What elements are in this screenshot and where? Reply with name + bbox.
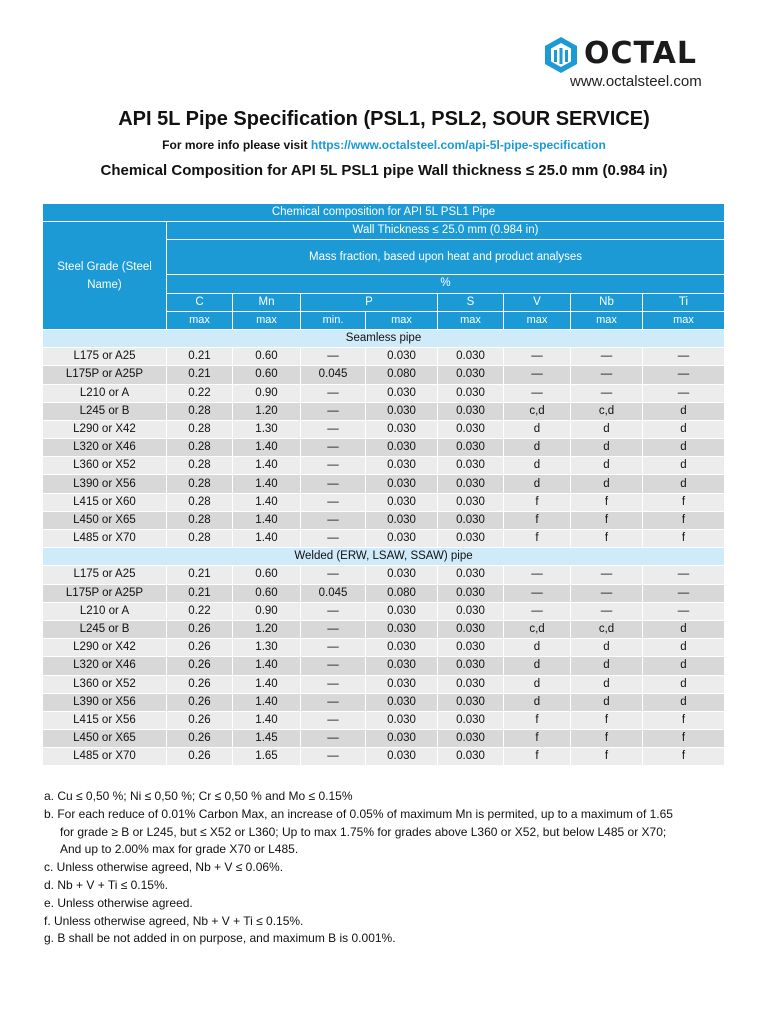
composition-cell: 0.030 <box>438 439 504 457</box>
composition-cell: d <box>571 675 643 693</box>
composition-cell: 0.26 <box>167 730 233 748</box>
composition-cell: — <box>643 384 725 402</box>
table-row <box>43 657 725 675</box>
composition-cell: 1.40 <box>233 693 301 711</box>
composition-cell: 1.40 <box>233 675 301 693</box>
composition-cell: c,d <box>571 402 643 420</box>
composition-cell: 0.080 <box>366 366 438 384</box>
composition-cell: — <box>504 384 571 402</box>
composition-cell: f <box>571 748 643 766</box>
composition-cell: — <box>301 530 366 548</box>
table-row <box>43 384 725 402</box>
composition-cell: f <box>504 511 571 529</box>
footnote <box>44 877 744 895</box>
table-body <box>43 329 725 766</box>
composition-cell: 0.030 <box>438 566 504 584</box>
footnote-line: d. Nb + V + Ti ≤ 0.15%. <box>44 877 168 892</box>
composition-cell: 0.030 <box>438 657 504 675</box>
steel-grade-cell: L175P or A25P <box>43 584 167 602</box>
composition-cell: 0.21 <box>167 366 233 384</box>
composition-cell: — <box>643 584 725 602</box>
footnote <box>44 806 744 859</box>
logo-url[interactable]: www.octalsteel.com <box>570 73 702 90</box>
steel-grade-cell: L210 or A <box>43 384 167 402</box>
limit-mn: max <box>233 311 301 329</box>
composition-cell: 0.030 <box>438 675 504 693</box>
composition-cell: 0.030 <box>366 402 438 420</box>
composition-cell: — <box>301 457 366 475</box>
composition-cell: 0.030 <box>438 366 504 384</box>
wall-thickness-header: Wall Thickness ≤ 25.0 mm (0.984 in) <box>167 222 725 240</box>
composition-cell: 0.26 <box>167 657 233 675</box>
element-ti: Ti <box>643 293 725 311</box>
composition-cell: 0.26 <box>167 748 233 766</box>
table-row <box>43 457 725 475</box>
composition-cell: f <box>643 493 725 511</box>
composition-cell: 0.030 <box>366 566 438 584</box>
composition-cell: 0.21 <box>167 566 233 584</box>
composition-cell: 0.030 <box>366 675 438 693</box>
composition-cell: — <box>643 566 725 584</box>
table-caption: Chemical composition for API 5L PSL1 Pipe <box>43 204 725 222</box>
composition-cell: — <box>301 402 366 420</box>
composition-cell: 0.030 <box>438 602 504 620</box>
steel-grade-cell: L415 or X60 <box>43 493 167 511</box>
composition-cell: 0.26 <box>167 711 233 729</box>
composition-cell: 0.030 <box>366 530 438 548</box>
footnote-line: b. For each reduce of 0.01% Carbon Max, an increase of 0.05% of maximum Mn is permited, up to a maximum of 1.65 <box>44 806 673 821</box>
table-row <box>43 348 725 366</box>
table-row <box>43 420 725 438</box>
composition-cell: — <box>301 566 366 584</box>
steel-grade-cell: L320 or X46 <box>43 439 167 457</box>
composition-cell: 0.28 <box>167 439 233 457</box>
steel-grade-cell: L290 or X42 <box>43 639 167 657</box>
composition-cell: — <box>571 366 643 384</box>
limit-ti: max <box>643 311 725 329</box>
composition-cell: — <box>301 439 366 457</box>
element-nb: Nb <box>571 293 643 311</box>
composition-cell: d <box>643 693 725 711</box>
element-p: P <box>301 293 438 311</box>
footnote-line: g. B shall be not added in on purpose, and maximum B is 0.001%. <box>44 931 396 946</box>
limit-s: max <box>438 311 504 329</box>
composition-cell: 0.030 <box>366 384 438 402</box>
steel-grade-cell: L450 or X65 <box>43 511 167 529</box>
composition-cell: — <box>504 602 571 620</box>
composition-cell: 1.40 <box>233 511 301 529</box>
footnote <box>44 859 744 877</box>
octal-cube-logo-icon <box>544 36 578 74</box>
composition-cell: 0.030 <box>366 730 438 748</box>
composition-cell: — <box>504 584 571 602</box>
composition-cell: d <box>571 457 643 475</box>
composition-cell: 0.045 <box>301 366 366 384</box>
footnotes <box>44 788 744 948</box>
table-row <box>43 620 725 638</box>
composition-cell: 0.030 <box>438 639 504 657</box>
table-row <box>43 475 725 493</box>
footnote-line: a. Cu ≤ 0,50 %; Ni ≤ 0,50 %; Cr ≤ 0,50 % and Mo ≤ 0.15% <box>44 789 353 803</box>
composition-cell: f <box>643 511 725 529</box>
table-row <box>43 730 725 748</box>
composition-cell: — <box>301 511 366 529</box>
composition-cell: 1.40 <box>233 657 301 675</box>
composition-cell: d <box>571 439 643 457</box>
composition-cell: 0.28 <box>167 402 233 420</box>
composition-cell: 1.20 <box>233 402 301 420</box>
composition-cell: 1.40 <box>233 475 301 493</box>
composition-cell: c,d <box>504 402 571 420</box>
footnote <box>44 930 744 948</box>
section-header-row <box>43 329 725 347</box>
composition-cell: 0.030 <box>366 493 438 511</box>
table-row <box>43 639 725 657</box>
steel-grade-cell: L485 or X70 <box>43 530 167 548</box>
composition-cell: 0.28 <box>167 457 233 475</box>
composition-cell: d <box>504 675 571 693</box>
composition-cell: 0.030 <box>438 348 504 366</box>
composition-cell: — <box>301 602 366 620</box>
composition-cell: f <box>504 530 571 548</box>
composition-cell: — <box>301 730 366 748</box>
composition-cell: d <box>571 639 643 657</box>
composition-cell: 0.030 <box>366 511 438 529</box>
footnote-line: e. Unless otherwise agreed. <box>44 895 193 910</box>
composition-cell: f <box>571 530 643 548</box>
composition-cell: 0.030 <box>438 402 504 420</box>
composition-cell: d <box>571 475 643 493</box>
composition-cell: 0.030 <box>366 657 438 675</box>
steel-grade-cell: L450 or X65 <box>43 730 167 748</box>
composition-cell: 0.030 <box>438 584 504 602</box>
table-row <box>43 530 725 548</box>
composition-cell: f <box>643 711 725 729</box>
composition-cell: 0.28 <box>167 475 233 493</box>
composition-cell: 1.40 <box>233 457 301 475</box>
table-row <box>43 493 725 511</box>
steel-grade-cell: L360 or X52 <box>43 675 167 693</box>
steel-grade-cell: L245 or B <box>43 402 167 420</box>
composition-cell: 0.22 <box>167 602 233 620</box>
composition-cell: f <box>643 530 725 548</box>
composition-cell: — <box>571 584 643 602</box>
composition-cell: d <box>643 439 725 457</box>
limit-nb: max <box>571 311 643 329</box>
composition-cell: 0.030 <box>438 530 504 548</box>
info-line <box>0 138 768 152</box>
composition-cell: — <box>571 348 643 366</box>
composition-cell: 0.030 <box>366 348 438 366</box>
composition-cell: — <box>301 348 366 366</box>
composition-cell: f <box>504 748 571 766</box>
composition-cell: 0.26 <box>167 620 233 638</box>
table-row <box>43 402 725 420</box>
composition-cell: d <box>643 420 725 438</box>
composition-cell: 0.030 <box>438 748 504 766</box>
composition-cell: — <box>571 566 643 584</box>
composition-cell: d <box>571 657 643 675</box>
composition-cell: d <box>643 402 725 420</box>
composition-cell: f <box>643 748 725 766</box>
table-subtitle: Chemical Composition for API 5L PSL1 pipe Wall thickness ≤ 25.0 mm (0.984 in) <box>100 162 668 179</box>
composition-cell: — <box>571 602 643 620</box>
composition-cell: 0.21 <box>167 584 233 602</box>
footnote <box>44 788 744 806</box>
composition-cell: f <box>571 511 643 529</box>
composition-cell: — <box>571 384 643 402</box>
limit-p-min: min. <box>301 311 366 329</box>
composition-cell: 0.28 <box>167 420 233 438</box>
composition-cell: 0.21 <box>167 348 233 366</box>
composition-cell: — <box>301 493 366 511</box>
limit-v: max <box>504 311 571 329</box>
composition-cell: — <box>643 602 725 620</box>
composition-cell: 0.90 <box>233 602 301 620</box>
composition-cell: 1.45 <box>233 730 301 748</box>
composition-cell: 0.030 <box>366 475 438 493</box>
composition-cell: 0.030 <box>438 420 504 438</box>
steel-grade-cell: L290 or X42 <box>43 420 167 438</box>
element-s: S <box>438 293 504 311</box>
section-title: Welded (ERW, LSAW, SSAW) pipe <box>43 548 725 566</box>
composition-cell: 0.030 <box>366 693 438 711</box>
composition-cell: — <box>301 384 366 402</box>
element-v: V <box>504 293 571 311</box>
footnote <box>44 895 744 913</box>
steel-grade-cell: L390 or X56 <box>43 693 167 711</box>
composition-cell: 0.030 <box>438 493 504 511</box>
chemical-composition-table <box>42 203 725 766</box>
limit-p-max: max <box>366 311 438 329</box>
composition-cell: d <box>571 693 643 711</box>
table-row <box>43 748 725 766</box>
composition-cell: 1.40 <box>233 493 301 511</box>
footnote <box>44 913 744 931</box>
composition-cell: 0.60 <box>233 584 301 602</box>
composition-cell: — <box>301 620 366 638</box>
composition-cell: f <box>643 730 725 748</box>
composition-cell: 0.030 <box>366 420 438 438</box>
composition-cell: d <box>643 620 725 638</box>
steel-grade-cell: L245 or B <box>43 620 167 638</box>
composition-cell: — <box>301 748 366 766</box>
composition-cell: 0.030 <box>366 639 438 657</box>
composition-cell: 0.22 <box>167 384 233 402</box>
composition-cell: 0.28 <box>167 530 233 548</box>
composition-cell: — <box>301 420 366 438</box>
composition-cell: f <box>504 711 571 729</box>
composition-cell: 0.030 <box>438 457 504 475</box>
steel-grade-cell: L175P or A25P <box>43 366 167 384</box>
composition-cell: — <box>504 348 571 366</box>
composition-cell: d <box>504 439 571 457</box>
table-row <box>43 366 725 384</box>
composition-cell: 0.26 <box>167 675 233 693</box>
composition-cell: d <box>504 420 571 438</box>
composition-cell: 0.90 <box>233 384 301 402</box>
composition-cell: 1.40 <box>233 439 301 457</box>
composition-cell: 0.60 <box>233 366 301 384</box>
composition-cell: d <box>504 693 571 711</box>
composition-cell: 0.60 <box>233 566 301 584</box>
composition-cell: — <box>301 693 366 711</box>
table-row <box>43 584 725 602</box>
steel-grade-cell: L210 or A <box>43 602 167 620</box>
steel-grade-cell: L485 or X70 <box>43 748 167 766</box>
composition-cell: 0.60 <box>233 348 301 366</box>
section-title: Seamless pipe <box>43 329 725 347</box>
composition-cell: f <box>504 730 571 748</box>
composition-cell: f <box>504 493 571 511</box>
table-row <box>43 711 725 729</box>
composition-cell: d <box>643 675 725 693</box>
composition-cell: 0.030 <box>438 730 504 748</box>
composition-cell: 1.20 <box>233 620 301 638</box>
composition-cell: 0.28 <box>167 511 233 529</box>
composition-cell: 0.030 <box>438 711 504 729</box>
page-title: API 5L Pipe Specification (PSL1, PSL2, SOUR SERVICE) <box>118 108 650 130</box>
steel-grade-cell: L320 or X46 <box>43 657 167 675</box>
composition-cell: d <box>504 639 571 657</box>
element-mn: Mn <box>233 293 301 311</box>
composition-cell: 0.030 <box>366 620 438 638</box>
composition-cell: 0.28 <box>167 493 233 511</box>
composition-cell: d <box>571 420 643 438</box>
composition-cell: d <box>504 475 571 493</box>
table-row <box>43 439 725 457</box>
composition-cell: d <box>643 657 725 675</box>
steel-grade-header: Steel Grade (Steel Name) <box>43 222 167 330</box>
octal-logo[interactable] <box>544 34 714 92</box>
table-row <box>43 675 725 693</box>
composition-cell: 0.030 <box>366 457 438 475</box>
composition-cell: 0.080 <box>366 584 438 602</box>
steel-grade-cell: L415 or X56 <box>43 711 167 729</box>
steel-grade-cell: L175 or A25 <box>43 566 167 584</box>
composition-cell: 0.030 <box>438 511 504 529</box>
footnote-line: for grade ≥ B or L245, but ≤ X52 or L360; Up to max 1.75% for grades above L360 or X52, but below L485 or X70; <box>60 824 667 839</box>
composition-cell: d <box>504 657 571 675</box>
composition-cell: — <box>504 566 571 584</box>
table-row <box>43 693 725 711</box>
composition-cell: f <box>571 493 643 511</box>
composition-cell: c,d <box>504 620 571 638</box>
composition-cell: — <box>301 475 366 493</box>
steel-grade-cell: L360 or X52 <box>43 457 167 475</box>
composition-cell: 0.030 <box>438 475 504 493</box>
composition-cell: 0.030 <box>366 439 438 457</box>
composition-cell: — <box>504 366 571 384</box>
logo-brand: OCTAL <box>584 36 697 71</box>
table-row <box>43 602 725 620</box>
spec-link[interactable]: https://www.octalsteel.com/api-5l-pipe-specification <box>310 138 606 152</box>
footnote-line: And up to 2.00% max for grade X70 or L485. <box>60 842 299 857</box>
section-header-row <box>43 548 725 566</box>
footnote-line: c. Unless otherwise agreed, Nb + V ≤ 0.06%. <box>44 860 284 875</box>
composition-cell: 0.030 <box>366 711 438 729</box>
composition-cell: 0.030 <box>366 602 438 620</box>
composition-cell: 0.26 <box>167 639 233 657</box>
mass-fraction-header: Mass fraction, based upon heat and product analyses <box>167 240 725 275</box>
percent-header: % <box>167 275 725 293</box>
composition-cell: f <box>571 730 643 748</box>
composition-cell: f <box>571 711 643 729</box>
table-row <box>43 511 725 529</box>
composition-cell: d <box>643 475 725 493</box>
info-prefix: For more info please visit <box>162 138 311 152</box>
composition-cell: 0.030 <box>438 384 504 402</box>
composition-cell: 0.045 <box>301 584 366 602</box>
composition-cell: 1.65 <box>233 748 301 766</box>
composition-cell: 1.30 <box>233 639 301 657</box>
composition-cell: 0.030 <box>438 620 504 638</box>
composition-cell: d <box>643 639 725 657</box>
composition-cell: 1.40 <box>233 711 301 729</box>
composition-cell: — <box>301 675 366 693</box>
composition-cell: d <box>643 457 725 475</box>
composition-cell: 1.40 <box>233 530 301 548</box>
table-row <box>43 566 725 584</box>
composition-cell: 0.030 <box>438 693 504 711</box>
composition-cell: — <box>301 639 366 657</box>
composition-cell: d <box>504 457 571 475</box>
composition-cell: c,d <box>571 620 643 638</box>
composition-cell: 0.030 <box>366 748 438 766</box>
composition-cell: — <box>643 348 725 366</box>
steel-grade-cell: L175 or A25 <box>43 348 167 366</box>
composition-cell: — <box>301 657 366 675</box>
composition-cell: 0.26 <box>167 693 233 711</box>
footnote-line: f. Unless otherwise agreed, Nb + V + Ti ≤ 0.15%. <box>44 913 304 928</box>
element-c: C <box>167 293 233 311</box>
limit-c: max <box>167 311 233 329</box>
composition-cell: — <box>301 711 366 729</box>
composition-cell: — <box>643 366 725 384</box>
composition-cell: 1.30 <box>233 420 301 438</box>
steel-grade-cell: L390 or X56 <box>43 475 167 493</box>
